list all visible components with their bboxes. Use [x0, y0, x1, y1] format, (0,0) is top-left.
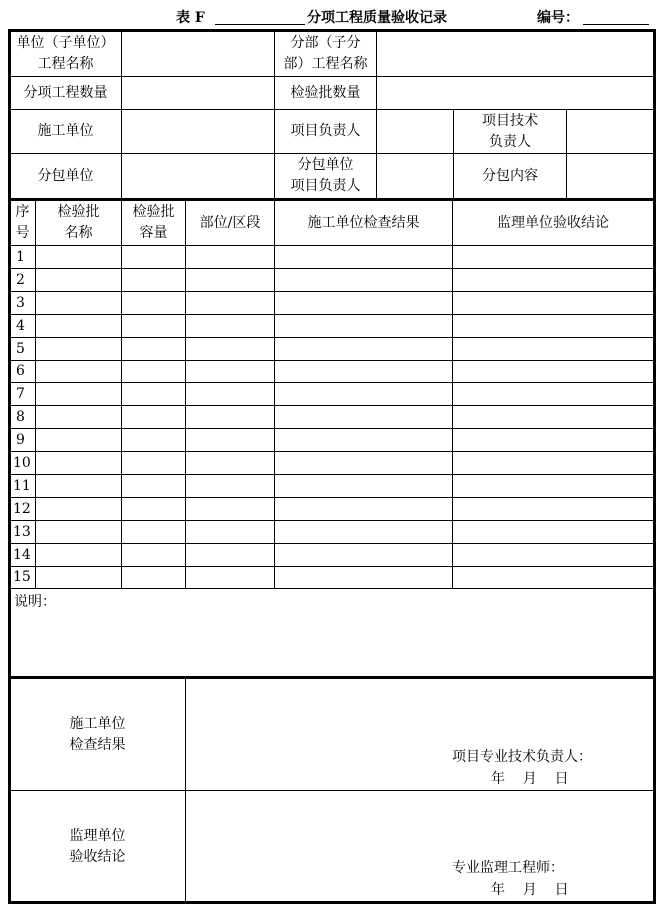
contractor-label: 施工单位	[37, 123, 94, 139]
table-row: 9	[16, 432, 25, 448]
sub-content-label: 分包内容	[482, 167, 538, 184]
contractor-date: 年 月 日	[491, 771, 569, 787]
table-row: 15	[13, 569, 31, 585]
table-row: 2	[16, 272, 25, 288]
form-title: 分项工程质量验收记录	[307, 10, 447, 26]
table-label: 表 F	[176, 10, 205, 26]
supervisor-signer-label: 专业监理工程师：	[452, 860, 564, 876]
subcontractor-label: 分包单位	[37, 167, 94, 184]
project-manager-label: 项目负责人	[290, 123, 361, 139]
col-batch-capacity-header: 检验批 容量	[132, 204, 175, 241]
col-seq-header: 序 号	[15, 204, 30, 241]
table-row: 12	[13, 501, 31, 517]
table-row: 14	[13, 547, 31, 563]
col-batch-name-header: 检验批 名称	[57, 204, 100, 241]
table-row: 13	[13, 524, 31, 540]
table-row: 6	[16, 363, 25, 379]
form-header	[0, 0, 665, 30]
col-location-header: 部位/区段	[199, 214, 261, 231]
contractor-signer-label: 项目专业技术负责人：	[452, 749, 592, 765]
table-row: 1	[16, 249, 25, 265]
table-row: 4	[16, 318, 25, 334]
table-row: 3	[16, 295, 25, 311]
supervisor-date: 年 月 日	[491, 882, 569, 898]
contractor-result-label: 施工单位 检查结果	[69, 715, 126, 753]
table-row: 11	[13, 478, 31, 494]
number-blank	[583, 24, 649, 25]
table-number-blank	[215, 24, 305, 25]
number-label: 编号：	[537, 10, 579, 26]
table-row: 7	[16, 386, 25, 402]
table-row: 8	[16, 409, 25, 425]
table-row: 5	[16, 341, 25, 357]
table-row: 10	[13, 455, 31, 471]
division-project-name-label: 分部（子分 部）工程名称	[283, 34, 368, 72]
unit-project-name-label: 单位（子单位） 工程名称	[16, 34, 115, 72]
tech-manager-label: 项目技术 负责人	[482, 112, 538, 150]
supervisor-conclusion-label: 监理单位 验收结论	[69, 827, 126, 865]
sub-manager-label: 分包单位 项目负责人	[290, 157, 361, 194]
col-contractor-result-header: 施工单位检查结果	[307, 214, 420, 231]
item-count-label: 分项工程数量	[23, 84, 108, 101]
batch-count-label: 检验批数量	[290, 84, 361, 101]
col-supervisor-conclusion-header: 监理单位验收结论	[497, 214, 609, 231]
notes-label: 说明：	[14, 594, 56, 610]
